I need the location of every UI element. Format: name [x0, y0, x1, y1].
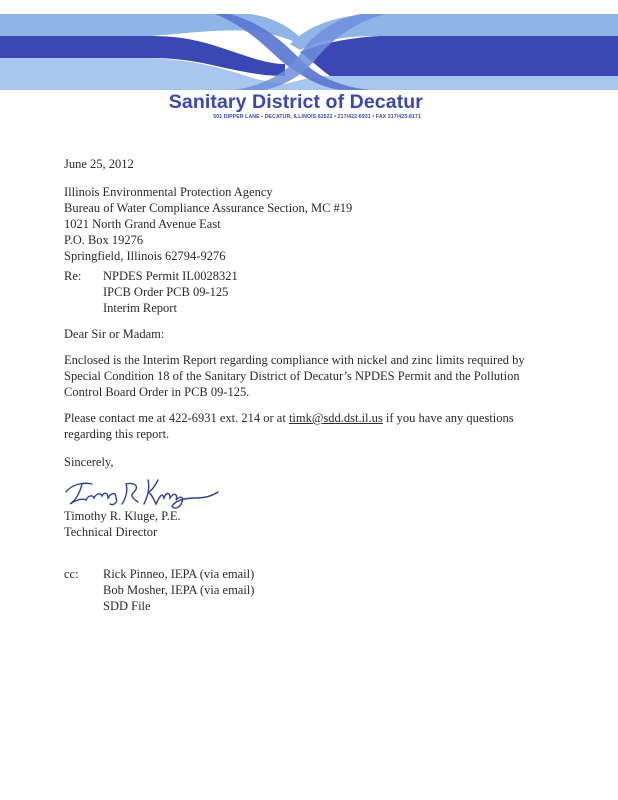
recipient-line: 1021 North Grand Avenue East: [64, 217, 221, 231]
recipient-line: Springfield, Illinois 62794-9276: [64, 249, 226, 263]
re-label: Re:: [64, 269, 82, 283]
signer-name: Timothy R. Kluge, P.E.: [64, 509, 181, 523]
cc-label: cc:: [64, 567, 79, 581]
re-line: NPDES Permit IL0028321: [103, 269, 238, 283]
paragraph-line: Enclosed is the Interim Report regarding compliance with nickel and zinc limits required by: [64, 353, 525, 367]
cc-item: Bob Mosher, IEPA (via email): [103, 583, 255, 597]
handwritten-signature: [62, 470, 222, 512]
recipient-line: Illinois Environmental Protection Agency: [64, 185, 273, 199]
letter-date: June 25, 2012: [64, 157, 134, 171]
recipient-line: Bureau of Water Compliance Assurance Section, MC #19: [64, 201, 353, 215]
cc-item: SDD File: [103, 599, 151, 613]
paragraph-text: if you have any questions: [382, 411, 514, 425]
recipient-line: P.O. Box 19276: [64, 233, 144, 247]
closing: Sincerely,: [64, 455, 114, 469]
salutation: Dear Sir or Madam:: [64, 327, 165, 341]
organization-name: Sanitary District of Decatur: [168, 91, 423, 113]
cc-item: Rick Pinneo, IEPA (via email): [103, 567, 255, 581]
email-link[interactable]: timk@sdd.dst.il.us: [288, 411, 383, 425]
paragraph-line: [64, 410, 514, 426]
signer-title: Technical Director: [64, 525, 158, 539]
paragraph-text: Please contact me at 422-6931 ext. 214 or at: [64, 411, 289, 425]
letterhead-banner: [0, 14, 618, 94]
paragraph-line: Special Condition 18 of the Sanitary District of Decatur’s NPDES Permit and the Pollution: [64, 369, 520, 383]
organization-address: 501 DIPPER LANE • DECATUR, ILLINOIS 62522 • 217/422-6931 • FAX 217/423-8171: [213, 114, 421, 120]
re-line: IPCB Order PCB 09-125: [103, 285, 229, 299]
re-line: Interim Report: [103, 301, 177, 315]
paragraph-line: Control Board Order in PCB 09-125.: [64, 385, 250, 399]
banner-dark-right: [300, 36, 618, 76]
paragraph-line: regarding this report.: [64, 427, 170, 441]
